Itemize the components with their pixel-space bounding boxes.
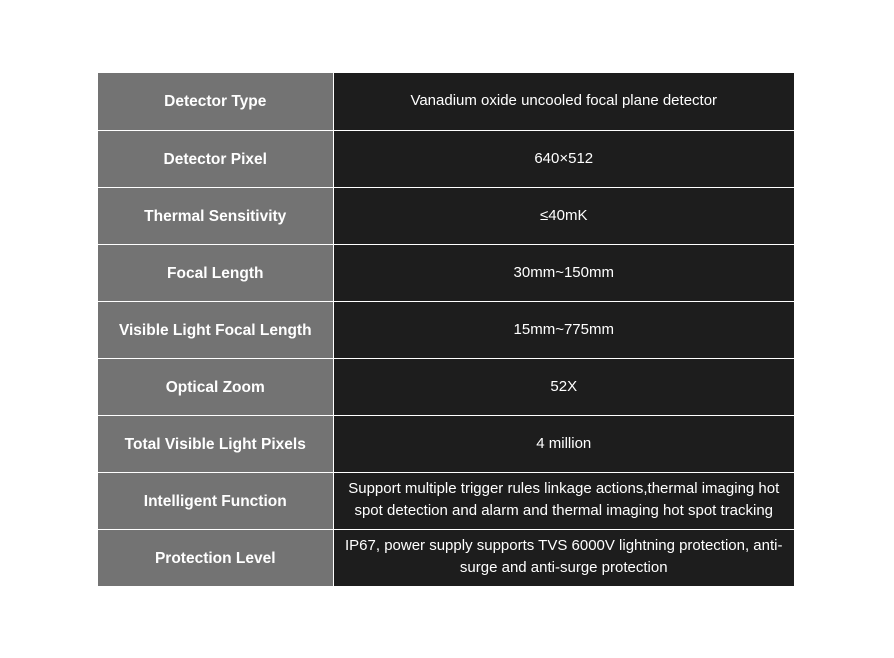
spec-value-thermal-sensitivity: ≤40mK (333, 187, 794, 244)
spec-value-detector-pixel: 640×512 (333, 130, 794, 187)
table-row (98, 301, 794, 358)
table-row (98, 529, 794, 586)
table-row (98, 244, 794, 301)
spec-label-protection-level: Protection Level (98, 529, 333, 586)
spec-label-intelligent-function: Intelligent Function (98, 472, 333, 529)
spec-value-detector-type: Vanadium oxide uncooled focal plane detector (333, 73, 794, 130)
table-row (98, 187, 794, 244)
spec-value-intelligent-function: Support multiple trigger rules linkage actions,thermal imaging hot spot detection and alarm and thermal imaging hot spot tracking (333, 472, 794, 529)
spec-label-visible-light-focal-length: Visible Light Focal Length (98, 301, 333, 358)
spec-value-optical-zoom: 52X (333, 358, 794, 415)
spec-value-visible-light-focal-length: 15mm~775mm (333, 301, 794, 358)
table-row (98, 472, 794, 529)
table-row (98, 415, 794, 472)
spec-label-detector-pixel: Detector Pixel (98, 130, 333, 187)
spec-value-focal-length: 30mm~150mm (333, 244, 794, 301)
spec-value-protection-level: IP67, power supply supports TVS 6000V lightning protection, anti-surge and anti-surge protection (333, 529, 794, 586)
spec-label-detector-type: Detector Type (98, 73, 333, 130)
spec-value-total-visible-light-pixels: 4 million (333, 415, 794, 472)
spec-label-thermal-sensitivity: Thermal Sensitivity (98, 187, 333, 244)
table-row (98, 358, 794, 415)
table-row (98, 130, 794, 187)
spec-label-optical-zoom: Optical Zoom (98, 358, 333, 415)
spec-label-total-visible-light-pixels: Total Visible Light Pixels (98, 415, 333, 472)
spec-table (98, 73, 794, 586)
table-row (98, 73, 794, 130)
spec-label-focal-length: Focal Length (98, 244, 333, 301)
